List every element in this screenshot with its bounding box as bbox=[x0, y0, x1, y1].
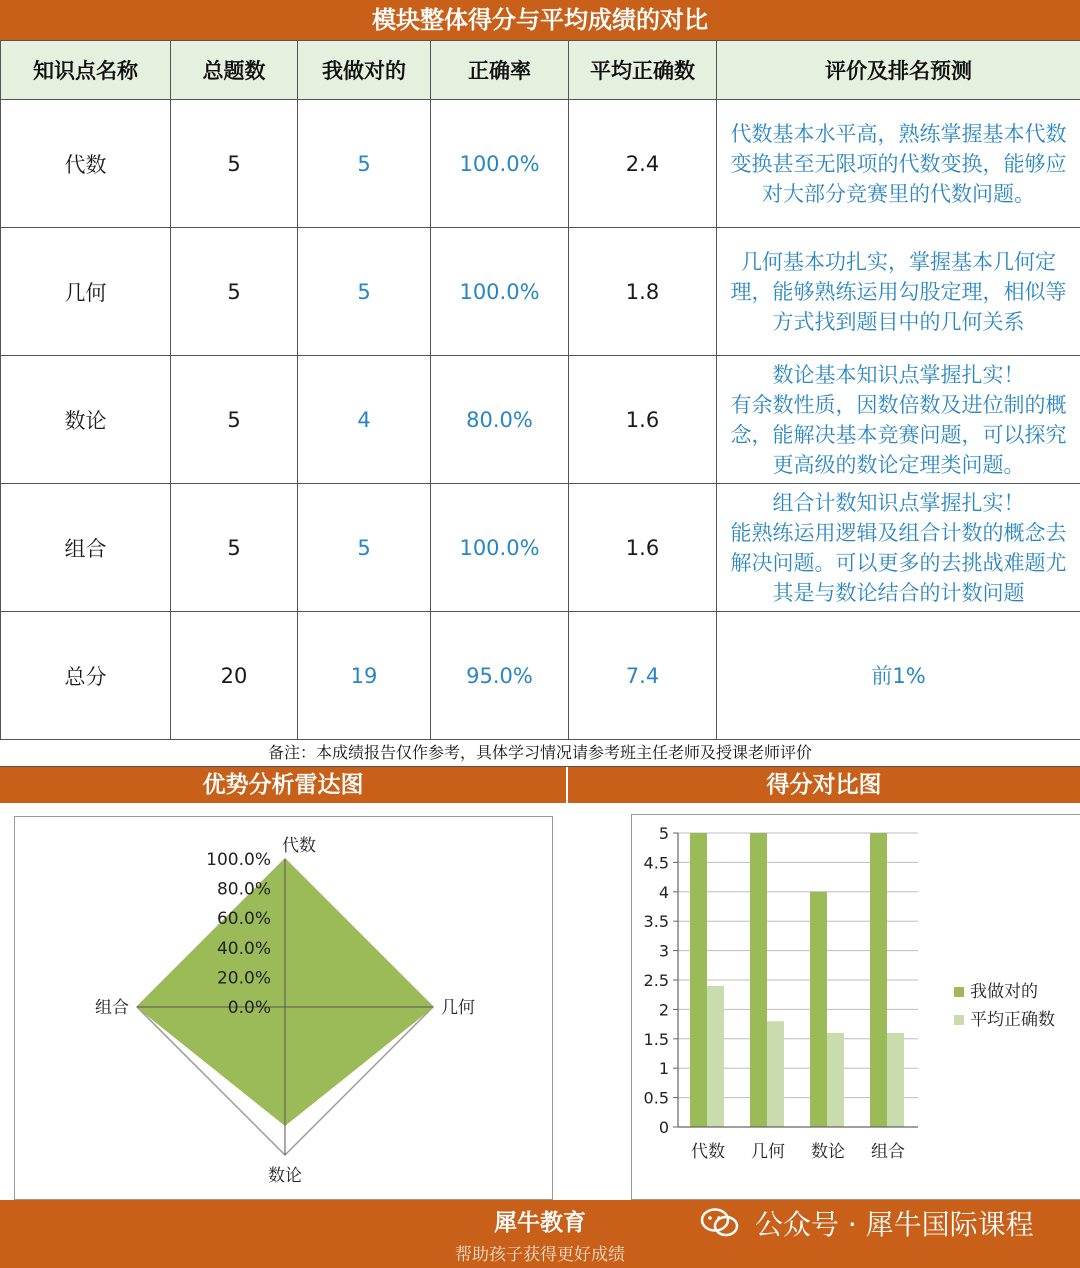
topic-name: 组合 bbox=[1, 484, 171, 612]
bar-my-correct bbox=[870, 833, 887, 1127]
correct-count: 5 bbox=[298, 100, 431, 228]
evaluation-line: 能熟练运用逻辑及组合计数的概念去 bbox=[730, 520, 1067, 545]
header-cell: 我做对的 bbox=[298, 41, 431, 100]
accuracy-rate: 95.0% bbox=[431, 612, 569, 740]
radar-tick-label: 100.0% bbox=[206, 850, 271, 870]
average-correct: 1.6 bbox=[569, 484, 717, 612]
total-count: 5 bbox=[171, 484, 298, 612]
score-table bbox=[0, 40, 1080, 740]
total-count: 5 bbox=[171, 228, 298, 356]
radar-category-label: 数论 bbox=[268, 1166, 302, 1186]
header-cell: 知识点名称 bbox=[1, 41, 171, 100]
bar-my-correct bbox=[810, 892, 827, 1127]
ranking-cell bbox=[717, 612, 1080, 740]
table-row bbox=[1, 484, 1080, 612]
radar-section-title: 优势分析雷达图 bbox=[0, 767, 566, 803]
total-count: 5 bbox=[171, 356, 298, 484]
radar-chart-panel bbox=[14, 816, 553, 1200]
topic-name: 数论 bbox=[1, 356, 171, 484]
evaluation-line: 解决问题。可以更多的去挑战难题尤 bbox=[730, 550, 1067, 575]
ranking-prediction: 前1% bbox=[871, 663, 926, 688]
wechat-icon bbox=[700, 1207, 740, 1239]
evaluation-line: 念，能解决基本竞赛问题，可以探究 bbox=[730, 422, 1067, 447]
footer-brand: 犀牛教育 bbox=[494, 1210, 586, 1236]
correct-count: 5 bbox=[298, 484, 431, 612]
y-tick-label: 5 bbox=[658, 824, 669, 843]
y-tick-label: 0 bbox=[658, 1118, 669, 1137]
average-correct: 7.4 bbox=[569, 612, 717, 740]
report-title: 模块整体得分与平均成绩的对比 bbox=[372, 6, 708, 34]
y-tick-label: 0.5 bbox=[643, 1088, 669, 1108]
table-header-row bbox=[1, 41, 1080, 100]
accuracy-rate: 100.0% bbox=[431, 100, 569, 228]
footer-slogan: 帮助孩子获得更好成绩 bbox=[455, 1245, 625, 1265]
table-row bbox=[1, 100, 1080, 228]
correct-count: 4 bbox=[298, 356, 431, 484]
legend-label: 平均正确数 bbox=[970, 1010, 1055, 1030]
table-row bbox=[1, 356, 1080, 484]
total-count: 5 bbox=[171, 100, 298, 228]
total-count: 20 bbox=[171, 612, 298, 740]
watermark-text: 公众号 · 犀牛国际课程 bbox=[754, 1208, 1034, 1241]
radar-tick-label: 60.0% bbox=[216, 909, 271, 930]
evaluation-cell bbox=[717, 228, 1080, 356]
radar-chart bbox=[15, 817, 552, 1199]
radar-tick-label: 0.0% bbox=[227, 998, 271, 1018]
radar-category-label: 组合 bbox=[95, 998, 129, 1018]
table-row bbox=[1, 228, 1080, 356]
y-tick-label: 3 bbox=[658, 941, 669, 961]
y-tick-label: 2 bbox=[658, 1000, 669, 1020]
correct-count: 19 bbox=[298, 612, 431, 740]
y-tick-label: 1 bbox=[658, 1059, 669, 1079]
evaluation-line: 更高级的数论定理类问题。 bbox=[772, 452, 1025, 477]
bar-section-title: 得分对比图 bbox=[568, 767, 1080, 803]
radar-tick-label: 40.0% bbox=[216, 938, 271, 959]
accuracy-rate: 80.0% bbox=[431, 356, 569, 484]
legend-swatch bbox=[954, 987, 964, 997]
y-tick-label: 3.5 bbox=[643, 912, 669, 932]
header-cell: 评价及排名预测 bbox=[717, 41, 1080, 100]
header-cell: 总题数 bbox=[171, 41, 298, 100]
bar-average bbox=[767, 1021, 784, 1127]
radar-category-label: 代数 bbox=[282, 836, 316, 856]
evaluation-line: 数论基本知识点掌握扎实！ bbox=[772, 362, 1025, 387]
y-tick-label: 2.5 bbox=[643, 971, 669, 990]
bar-my-correct bbox=[690, 833, 707, 1127]
y-tick-label: 4 bbox=[658, 882, 669, 902]
evaluation-cell bbox=[717, 356, 1080, 484]
evaluation-line: 方式找到题目中的几何关系 bbox=[772, 309, 1025, 334]
evaluation-line: 组合计数知识点掌握扎实！ bbox=[772, 490, 1025, 515]
x-tick-label: 几何 bbox=[751, 1142, 785, 1162]
bar-my-correct bbox=[750, 833, 767, 1127]
bar-chart bbox=[632, 815, 1080, 1199]
topic-name: 总分 bbox=[1, 612, 171, 740]
bar-average bbox=[887, 1033, 904, 1127]
average-correct: 2.4 bbox=[569, 100, 717, 228]
average-correct: 1.8 bbox=[569, 228, 717, 356]
evaluation-cell bbox=[717, 484, 1080, 612]
bar-average bbox=[707, 986, 724, 1127]
header-cell: 正确率 bbox=[431, 41, 569, 100]
evaluation-line: 对大部分竞赛里的代数问题。 bbox=[762, 181, 1035, 206]
evaluation-line: 理，能够熟练运用勾股定理，相似等 bbox=[730, 279, 1067, 304]
accuracy-rate: 100.0% bbox=[431, 484, 569, 612]
radar-tick-label: 80.0% bbox=[216, 879, 271, 900]
bar-chart-panel bbox=[631, 814, 1080, 1200]
x-tick-label: 数论 bbox=[811, 1142, 845, 1162]
evaluation-line: 代数基本水平高，熟练掌握基本代数 bbox=[730, 121, 1067, 146]
average-correct: 1.6 bbox=[569, 356, 717, 484]
bar-average bbox=[827, 1033, 844, 1127]
radar-tick-label: 20.0% bbox=[216, 968, 271, 989]
radar-category-label: 几何 bbox=[441, 998, 475, 1018]
evaluation-line: 有余数性质，因数倍数及进位制的概 bbox=[730, 392, 1067, 417]
evaluation-cell bbox=[717, 100, 1080, 228]
legend-label: 我做对的 bbox=[970, 982, 1038, 1002]
evaluation-line: 几何基本功扎实，掌握基本几何定 bbox=[741, 249, 1056, 274]
table-row-total bbox=[1, 612, 1080, 740]
topic-name: 几何 bbox=[1, 228, 171, 356]
legend-swatch bbox=[954, 1015, 964, 1025]
x-tick-label: 组合 bbox=[871, 1142, 905, 1162]
x-tick-label: 代数 bbox=[691, 1142, 725, 1162]
evaluation-line: 其是与数论结合的计数问题 bbox=[772, 580, 1025, 605]
report-note: 备注：本成绩报告仅作参考，具体学习情况请参考班主任老师及授课老师评价 bbox=[0, 740, 1080, 767]
header-cell: 平均正确数 bbox=[569, 41, 717, 100]
report-title-bar bbox=[0, 0, 1080, 40]
watermark bbox=[700, 1203, 1034, 1247]
y-tick-label: 1.5 bbox=[643, 1029, 669, 1049]
correct-count: 5 bbox=[298, 228, 431, 356]
evaluation-line: 变换甚至无限项的代数变换，能够应 bbox=[730, 151, 1067, 176]
y-tick-label: 4.5 bbox=[643, 853, 669, 873]
accuracy-rate: 100.0% bbox=[431, 228, 569, 356]
topic-name: 代数 bbox=[1, 100, 171, 228]
